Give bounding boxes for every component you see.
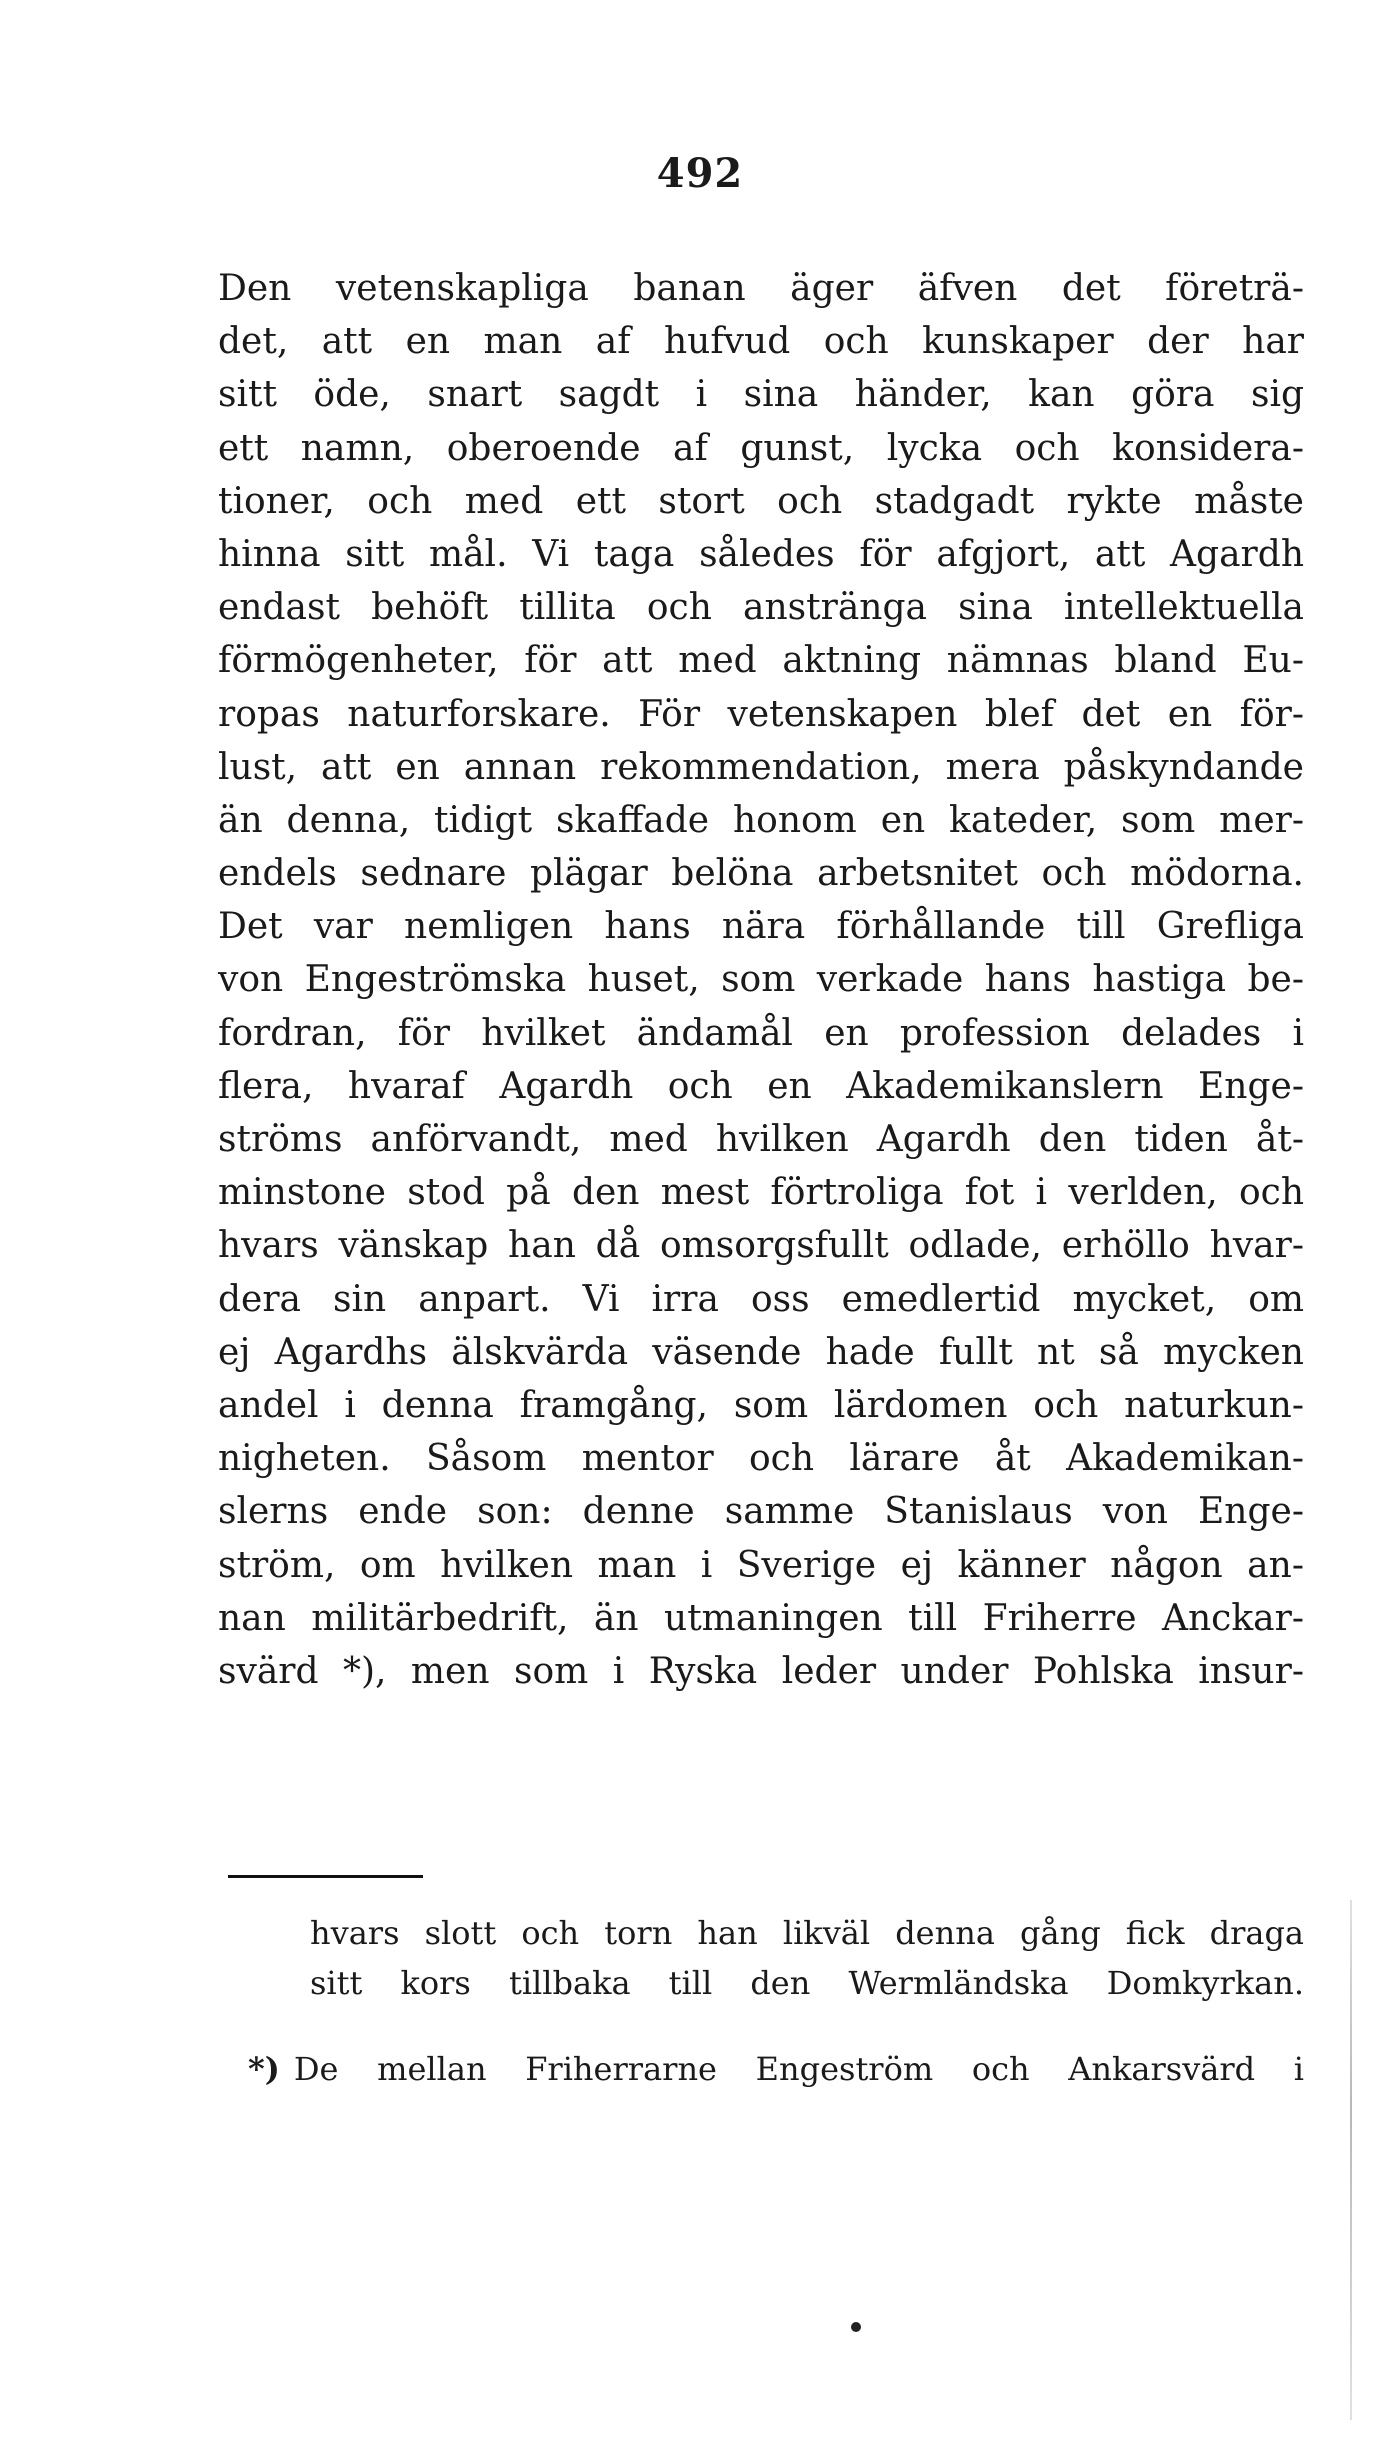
body-line: ströms anförvandt, med hvilken Agardh den tiden åt- bbox=[218, 1119, 1304, 1160]
body-line: nigheten. Såsom mentor och lärare åt Akademikan- bbox=[218, 1438, 1304, 1480]
body-line: sitt öde, snart sagdt i sina händer, kan göra sig bbox=[218, 374, 1304, 416]
body-line: ej Agardhs älskvärda väsende hade fullt nt så mycken bbox=[218, 1331, 1304, 1373]
footnote bbox=[248, 2044, 1304, 2094]
body-line: endast behöft tillita och anstränga sina intellektuella bbox=[218, 587, 1304, 629]
printer-mark bbox=[851, 2322, 861, 2332]
body-line: förmögenheter, för att med aktning nämnas bland Eu- bbox=[218, 640, 1304, 682]
footnote-line: sitt kors tillbaka till den Wermländska Domkyrkan. bbox=[310, 1964, 1304, 2002]
body-line: hinna sitt mål. Vi taga således för afgjort, att Agardh bbox=[218, 533, 1304, 575]
body-line: slerns ende son: denne samme Stanislaus von Enge- bbox=[218, 1491, 1304, 1533]
page-number: 492 bbox=[656, 150, 744, 197]
body-line: fordran, för hvilket ändamål en profession delades i bbox=[218, 1012, 1304, 1054]
body-line: endels sednare plägar belöna arbetsnitet och mödorna. bbox=[218, 853, 1304, 895]
footnote-marker: *) bbox=[248, 2050, 280, 2088]
body-line: ropas naturforskare. För vetenskapen blef det en för- bbox=[218, 693, 1304, 735]
body-line: ström, om hvilken man i Sverige ej känner någon an- bbox=[218, 1544, 1304, 1586]
body-line: tioner, och med ett stort och stadgadt rykte måste bbox=[218, 480, 1304, 522]
footnote-text: De mellan Friherrarne Engeström och Ankarsvärd i bbox=[293, 2050, 1304, 2088]
body-line: ett namn, oberoende af gunst, lycka och konsidera- bbox=[218, 427, 1304, 469]
footnote-line: hvars slott och torn han likväl denna gång fick draga bbox=[310, 1914, 1304, 1952]
body-line: nan militärbedrift, än utmaningen till Friherre Anckar- bbox=[218, 1597, 1304, 1639]
footnote-continued bbox=[310, 1908, 1304, 2008]
body-line: Det var nemligen hans nära förhållande till Grefliga bbox=[218, 906, 1304, 948]
body-text bbox=[218, 262, 1304, 1698]
body-line: svärd *), men som i Ryska leder under Pohlska insur- bbox=[218, 1650, 1304, 1692]
body-line: Den vetenskapliga banan äger äfven det företrä- bbox=[218, 268, 1304, 309]
scan-edge-mark bbox=[1350, 1900, 1352, 2420]
body-line: flera, hvaraf Agardh och en Akademikanslern Enge- bbox=[218, 1065, 1304, 1107]
body-line: minstone stod på den mest förtroliga fot i verlden, och bbox=[218, 1172, 1304, 1214]
footnote-line bbox=[248, 2044, 1304, 2094]
body-line: dera sin anpart. Vi irra oss emedlertid mycket, om bbox=[218, 1278, 1304, 1320]
body-line: hvars vänskap han då omsorgsfullt odlade, erhöllo hvar- bbox=[218, 1225, 1304, 1267]
footnote-divider bbox=[228, 1875, 423, 1878]
body-line: andel i denna framgång, som lärdomen och naturkun- bbox=[218, 1384, 1304, 1426]
body-line: än denna, tidigt skaffade honom en kateder, som mer- bbox=[218, 799, 1304, 841]
body-line: lust, att en annan rekommendation, mera påskyndande bbox=[218, 746, 1304, 788]
body-line: von Engeströmska huset, som verkade hans hastiga be- bbox=[218, 959, 1304, 1001]
body-line: det, att en man af hufvud och kunskaper der har bbox=[218, 321, 1304, 363]
